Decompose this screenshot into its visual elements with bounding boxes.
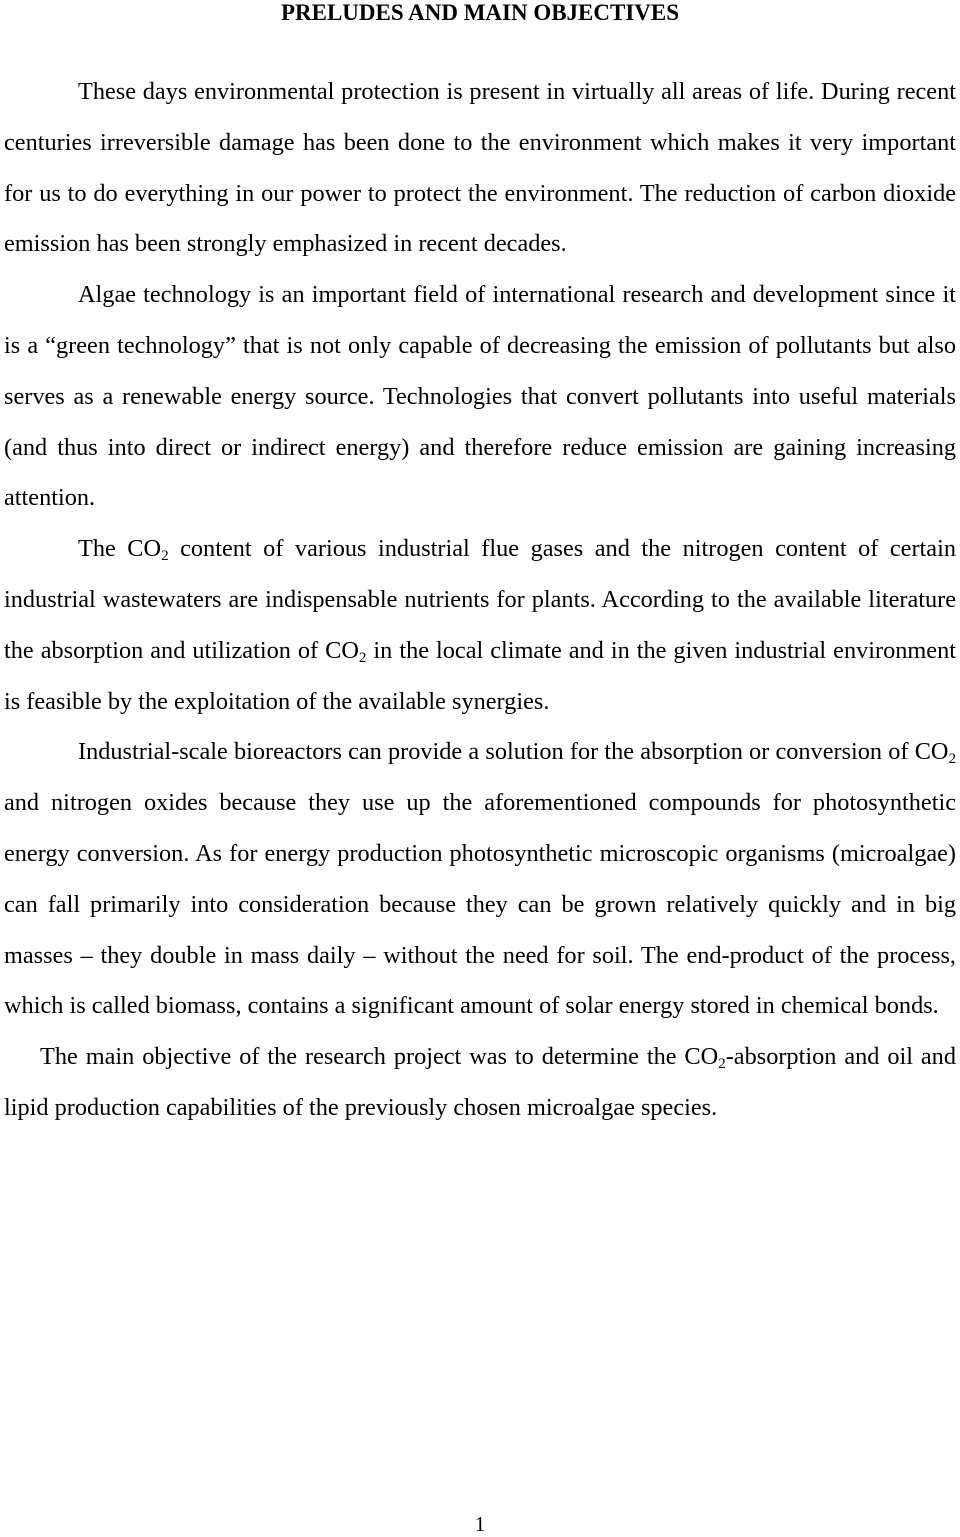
body-text [4, 67, 956, 1134]
text-segment: content of various industrial flue gases and the nitrogen content of certain industrial wastewaters are indispensable nutrients for plants. According to the available literature the absorption and utilization of CO [4, 535, 956, 664]
subscript: 2 [718, 1055, 726, 1072]
text-segment: The main objective of the research project was to determine the CO [40, 1043, 719, 1071]
subscript: 2 [948, 751, 956, 768]
paragraph-intro: These days environmental protection is present in virtually all areas of life. During recent centuries irreversible damage has been done to the environment which makes it very important for us to do everything in our power to protect the environment. The reduction of carbon dioxide emission has been strongly emphasized in recent decades. [4, 78, 956, 258]
page-title: PRELUDES AND MAIN OBJECTIVES [280, 0, 680, 25]
subscript: 2 [358, 649, 367, 666]
text-segment: The CO [78, 535, 162, 563]
text-segment: in the local climate and in the given industrial environment is feasible by the exploitation of the available synergies. [4, 636, 956, 715]
text-segment: -absorption and oil and lipid production capabilities of the previously chosen microalgae species. [4, 1043, 956, 1121]
text-segment: Industrial-scale bioreactors can provide a solution for the absorption or conversion of CO [78, 738, 949, 766]
paragraph-co2-content [4, 524, 956, 727]
paragraph-main-objective [4, 1032, 956, 1134]
text-segment: and nitrogen oxides because they use up the aforementioned compounds for photosynthetic energy conversion. As for energy production photosynthetic microscopic organisms (microalgae) can fall primarily into consideration because they can be grown relatively quickly and in big masses – they double in mass daily – without the need for soil. The end-product of the process, which is called biomass, contains a significant amount of solar energy stored in chemical bonds. [4, 789, 956, 1020]
paragraph-algae-technology: Algae technology is an important field of international research and development since it is a “green technology” that is not only capable of decreasing the emission of pollutants but also serves as a renewable energy source. Technologies that convert pollutants into useful materials (and thus into direct or indirect energy) and therefore reduce emission are gaining increasing attention. [4, 281, 956, 512]
subscript: 2 [161, 547, 169, 564]
page-number: 1 [474, 1512, 486, 1536]
paragraph-bioreactors [4, 727, 956, 1032]
